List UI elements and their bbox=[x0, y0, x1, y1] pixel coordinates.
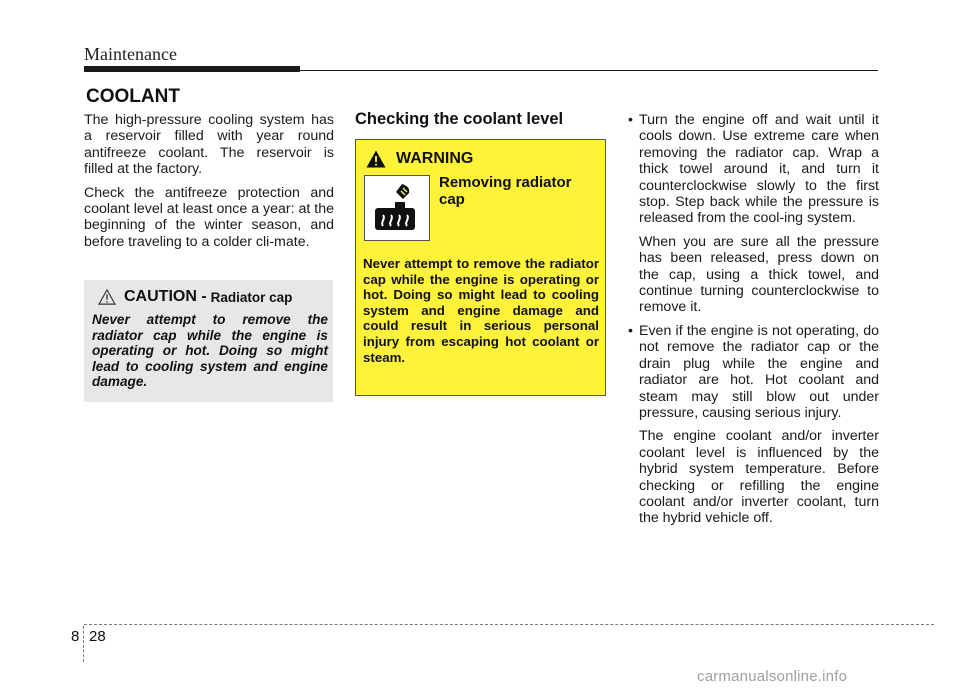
header-rule bbox=[300, 70, 878, 71]
warning-triangle-icon bbox=[366, 150, 386, 168]
footer-rule bbox=[84, 624, 934, 625]
bullet-paragraph: The engine coolant and/or inverter coolant level is influenced by the hybrid system temperature. Before checking or refilling the engine coolant and/or inverter coolant, turn the hybrid vehicle off. bbox=[639, 428, 879, 527]
instructions-column bbox=[625, 112, 879, 534]
warning-box bbox=[355, 139, 606, 396]
bullet-paragraph: Even if the engine is not operating, do not remove the radiator cap or the drain plug while the engine and radiator are hot. Hot coolant and steam may still blow out under pressure, causing serious injury. bbox=[639, 322, 879, 421]
page-section-number: 8 bbox=[71, 628, 80, 645]
header-bar bbox=[84, 66, 300, 72]
header-title: Maintenance bbox=[84, 44, 177, 64]
caution-heading bbox=[98, 288, 292, 306]
warning-heading bbox=[366, 150, 473, 168]
caution-label: CAUTION - bbox=[124, 288, 207, 305]
list-item bbox=[625, 112, 879, 316]
page-number: 28 bbox=[89, 628, 106, 645]
list-item bbox=[625, 323, 879, 527]
section-title: COOLANT bbox=[86, 86, 180, 107]
intro-column bbox=[84, 112, 334, 257]
caution-body: Never attempt to remove the radiator cap while the engine is operating or hot. Doing so might lead to cooling system and engine damage. bbox=[92, 312, 328, 390]
footer-divider bbox=[83, 626, 84, 662]
intro-paragraph: Check the antifreeze protection and coolant level at least once a year: at the beginning of the winter season, and before traveling to a colder cli-mate. bbox=[84, 184, 335, 250]
warning-subtitle: Removing radiator cap bbox=[439, 174, 572, 208]
bullet-paragraph: Turn the engine off and wait until it cools down. Use extreme care when removing the radiator cap. Wrap a thick towel around it, and turn it counterclockwise slowly to the first stop. Step back while the pressure is released from the cool-ing system. bbox=[639, 112, 879, 227]
caution-box bbox=[84, 280, 333, 402]
bullet: • bbox=[628, 322, 633, 339]
hot-radiator-icon bbox=[364, 175, 430, 241]
warning-body: Never attempt to remove the radiator cap while the engine is operating or hot. Doing so might lead to cooling system and engine damage and could result in serious personal injury from escaping hot coolant or steam. bbox=[363, 256, 599, 365]
checking-heading: Checking the coolant level bbox=[355, 110, 564, 128]
caution-triangle-icon bbox=[98, 289, 116, 305]
caution-topic: Radiator cap bbox=[210, 289, 293, 305]
bullet-paragraph: When you are sure all the pressure has been released, press down on the cap, using a thick towel, and continue turning counterclockwise to remove it. bbox=[639, 233, 879, 316]
bullet: • bbox=[628, 112, 633, 128]
warning-label: WARNING bbox=[396, 150, 474, 167]
watermark: carmanualsonline.info bbox=[697, 668, 848, 685]
intro-paragraph: The high-pressure cooling system has a reservoir filled with year round antifreeze coolant. The reservoir is filled at the factory. bbox=[84, 112, 334, 178]
